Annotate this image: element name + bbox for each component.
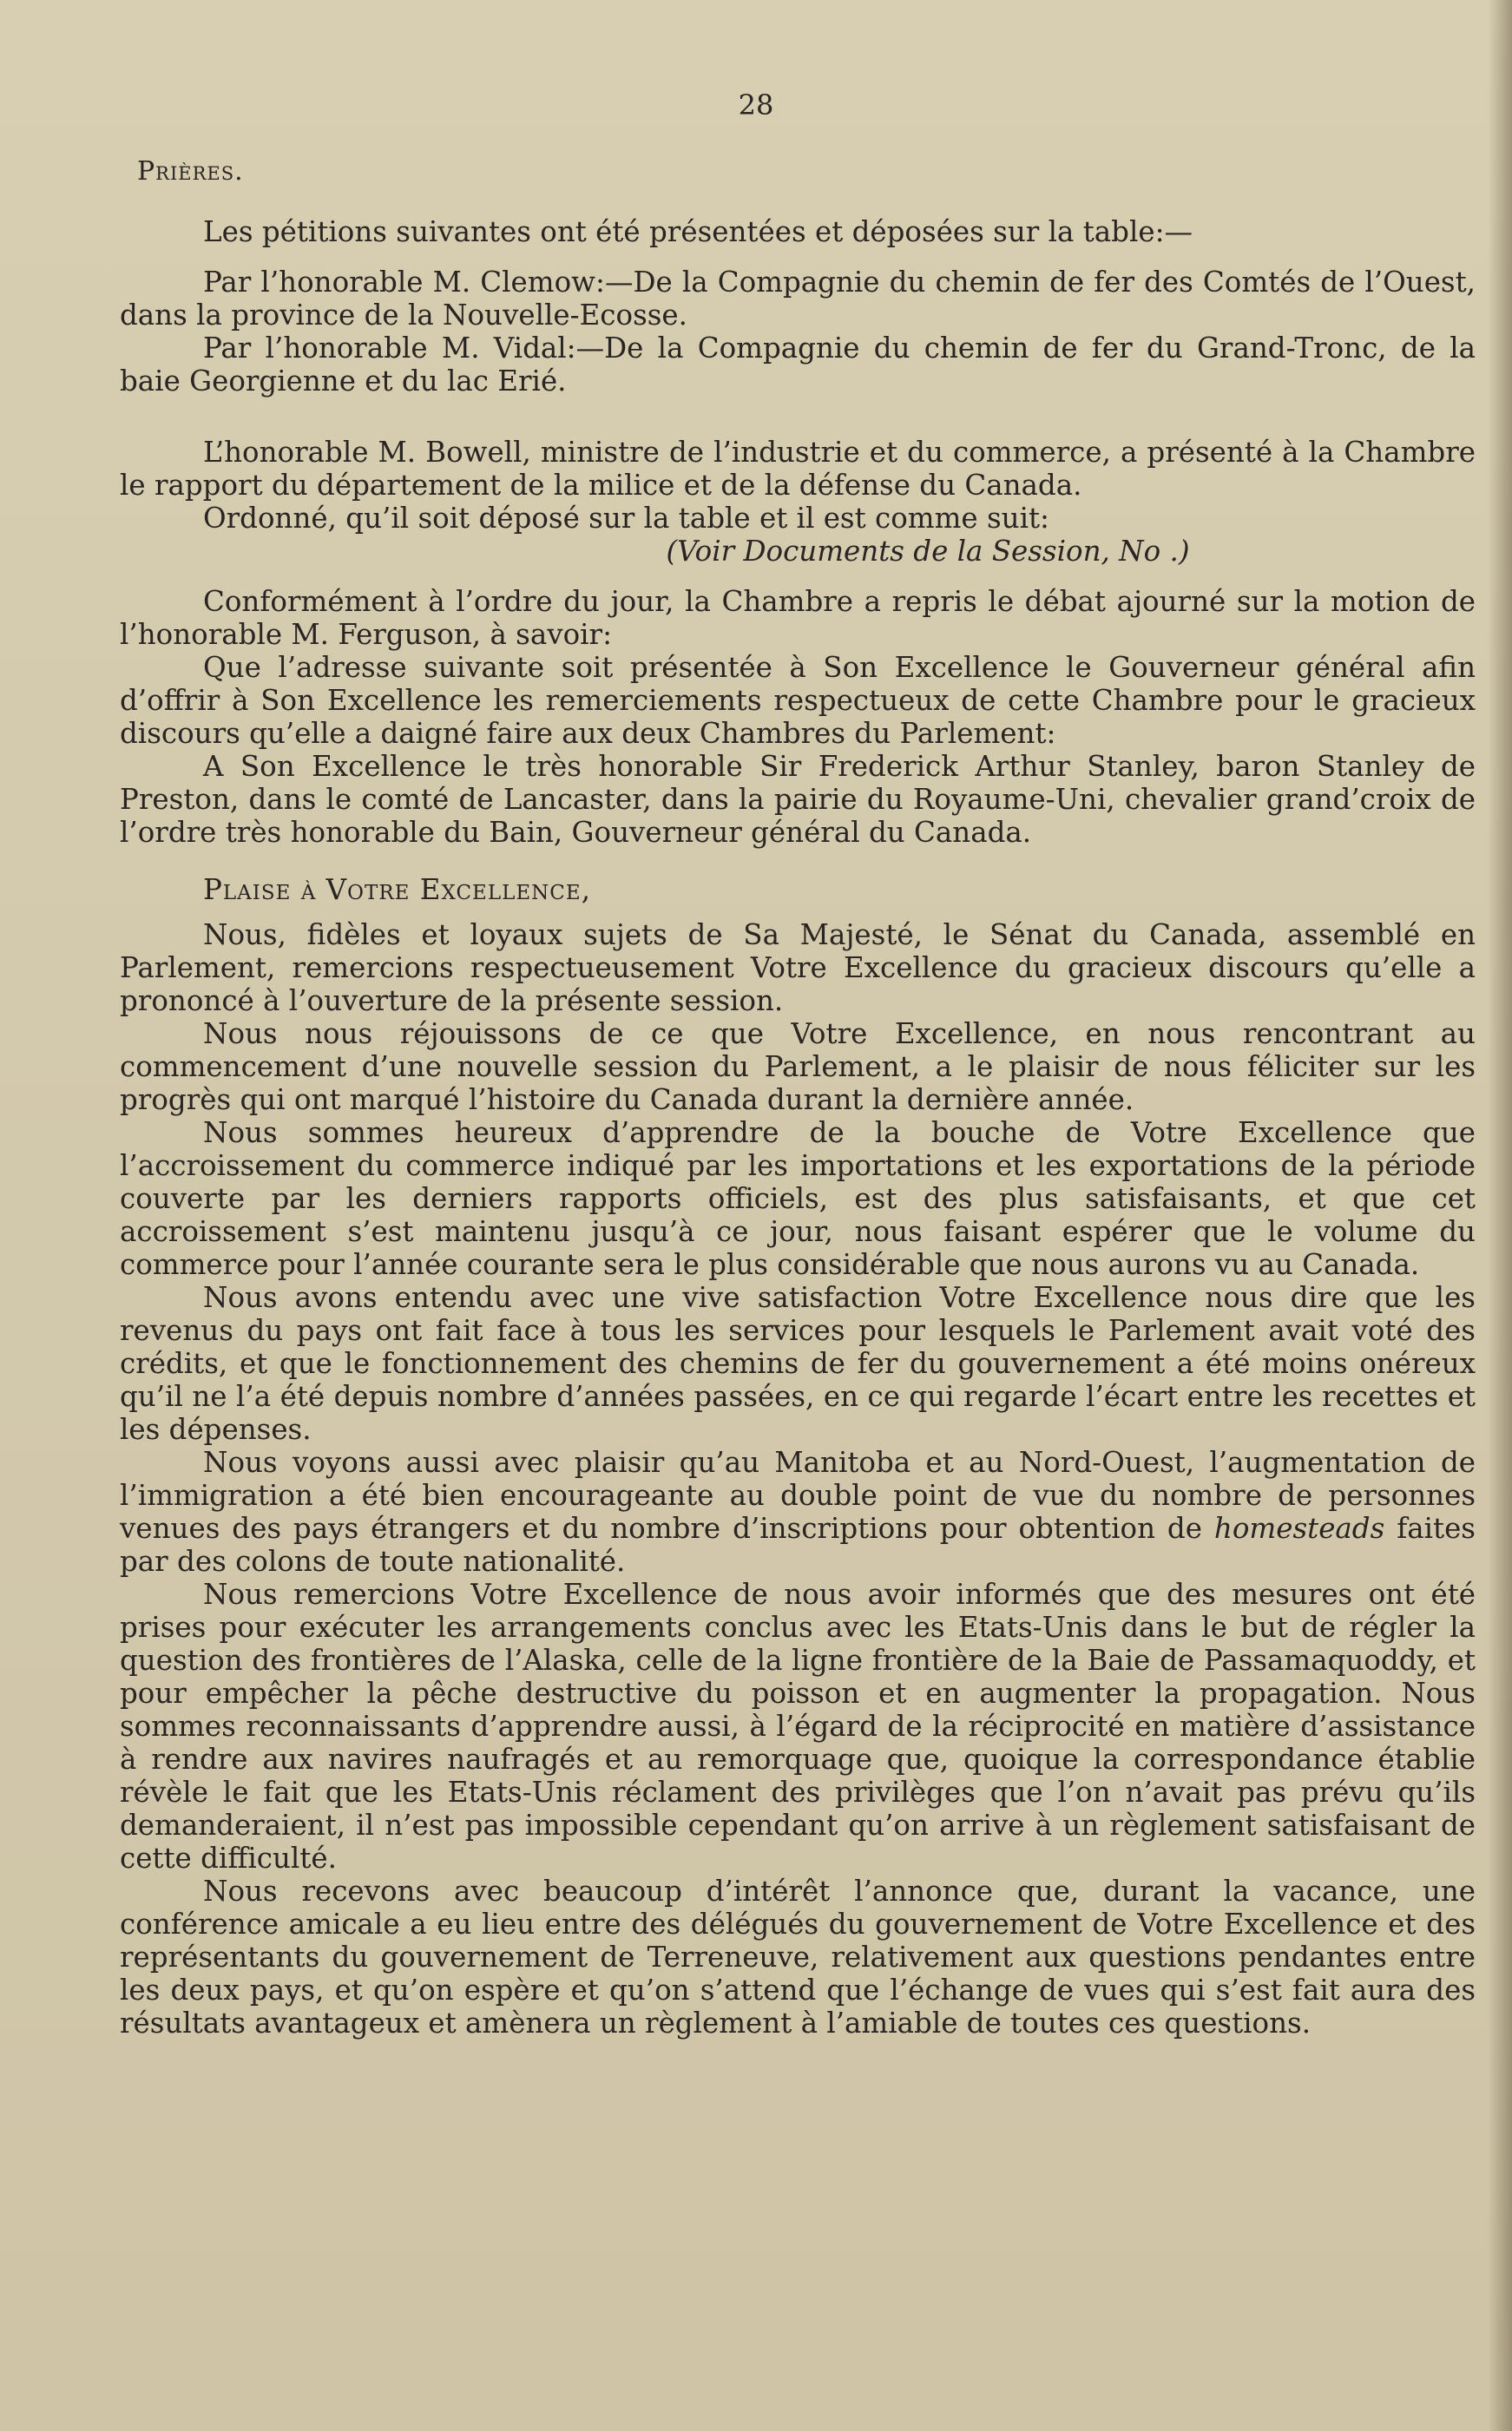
salutation: Plaise à Votre Excellence,: [203, 873, 592, 906]
paragraph-fideles: Nous, fidèles et loyaux sujets de Sa Majesté, le Sénat du Canada, assemblé en Parlement, remercions respectueusement Votre Excellence du gracieux discours qu’elle a prononcé à l’ouverture de la présente session.: [120, 918, 1476, 1017]
immigration-text-end: faites par des colons de toute nationalité.: [120, 1512, 1476, 1578]
paragraph-adresse: Que l’adresse suivante soit présentée à Son Excellence le Gouverneur général afin d’offrir à Son Excellence les remerciements respectueux de cette Chambre pour le gracieux discours qu’elle a daigné faire aux deux Chambres du Parlement:: [120, 651, 1476, 750]
paragraph-revenus: Nous avons entendu avec une vive satisfaction Votre Excellence nous dire que les revenus du pays ont fait face à tous les services pour lesquels le Parlement avait voté des crédits, et que le fonctionnement des chemins de fer du gouvernement a été moins onéreux qu’il ne l’a été depuis nombre d’années passées, en ce qui regarde l’écart entre les recettes et les dépenses.: [120, 1281, 1476, 1446]
paragraph-ordonne: Ordonné, qu’il soit déposé sur la table et il est comme suit:: [203, 502, 1049, 535]
document-body: [120, 215, 1476, 2040]
section-heading: Prières.: [137, 156, 244, 187]
paragraph-petitions: Les pétitions suivantes ont été présentées et déposées sur la table:—: [203, 215, 1193, 248]
paragraph-immigration: [120, 1446, 1476, 1578]
page-number: 28: [738, 89, 774, 122]
paragraph-rejouissons: Nous nous réjouissons de ce que Votre Excellence, en nous rencontrant au commencement d’une nouvelle session du Parlement, a le plaisir de nous féliciter sur les progrès qui ont marqué l’histoire du Canada durant la dernière année.: [120, 1017, 1476, 1116]
homesteads-term: homesteads: [1213, 1512, 1385, 1545]
paragraph-vidal: Par l’honorable M. Vidal:—De la Compagnie du chemin de fer du Grand-Tronc, de la baie Georgienne et du lac Erié.: [120, 332, 1476, 398]
immigration-text: Nous voyons aussi avec plaisir qu’au Manitoba et au Nord-Ouest, l’augmentation de l’immigration a été bien encourageante au double point de vue du nombre de personnes venues des pays étrangers et du nombre d’inscriptions pour obtention de: [120, 1446, 1476, 1545]
paragraph-etats-unis: Nous remercions Votre Excellence de nous avoir informés que des mesures ont été prises pour exécuter les arrangements conclus avec les Etats-Unis dans le but de régler la question des frontières de l’Alaska, celle de la ligne frontière de la Baie de Passamaquoddy, et pour empêcher la pêche destructive du poisson et en augmenter la propagation. Nous sommes reconnaissants d’apprendre aussi, à l’égard de la réciprocité en matière d’assistance à rendre aux navires naufragés et au remorquage que, quoique la correspondance établie révèle le fait que les Etats-Unis réclament des privilèges que l’on n’avait pas prévu qu’ils demanderaient, il n’est pas impossible cependant qu’on arrive à un règlement satisfaisant de cette difficulté.: [120, 1578, 1476, 1875]
paragraph-ordre-du-jour: Conformément à l’ordre du jour, la Chambre a repris le débat ajourné sur la motion de l’honorable M. Ferguson, à savoir:: [120, 585, 1476, 651]
paragraph-stanley: A Son Excellence le très honorable Sir Frederick Arthur Stanley, baron Stanley de Preston, dans le comté de Lancaster, dans la pairie du Royaume-Uni, chevalier grand’croix de l’ordre très honorable du Bain, Gouverneur général du Canada.: [120, 750, 1476, 849]
paragraph-bowell: L’honorable M. Bowell, ministre de l’industrie et du commerce, a présenté à la Chambre le rapport du département de la milice et de la défense du Canada.: [120, 436, 1476, 502]
paragraph-documents-reference: (Voir Documents de la Session, No .): [666, 535, 1190, 568]
paragraph-clemow: Par l’honorable M. Clemow:—De la Compagnie du chemin de fer des Comtés de l’Ouest, dans la province de la Nouvelle-Ecosse.: [120, 266, 1476, 332]
paragraph-commerce: Nous sommes heureux d’apprendre de la bouche de Votre Excellence que l’accroissement du commerce indiqué par les importations et les exportations de la période couverte par les derniers rapports officiels, est des plus satisfaisants, et que cet accroissement s’est maintenu jusqu’à ce jour, nous faisant espérer que le volume du commerce pour l’année courante sera le plus considérable que nous aurons vu au Canada.: [120, 1116, 1476, 1281]
paragraph-terreneuve: Nous recevons avec beaucoup d’intérêt l’annonce que, durant la vacance, une conférence amicale a eu lieu entre des délégués du gouvernement de Votre Excellence et des représentants du gouvernement de Terreneuve, relativement aux questions pendantes entre les deux pays, et qu’on espère et qu’on s’attend que l’échange de vues qui s’est fait aura des résultats avantageux et amènera un règlement à l’amiable de toutes ces questions.: [120, 1875, 1476, 2040]
